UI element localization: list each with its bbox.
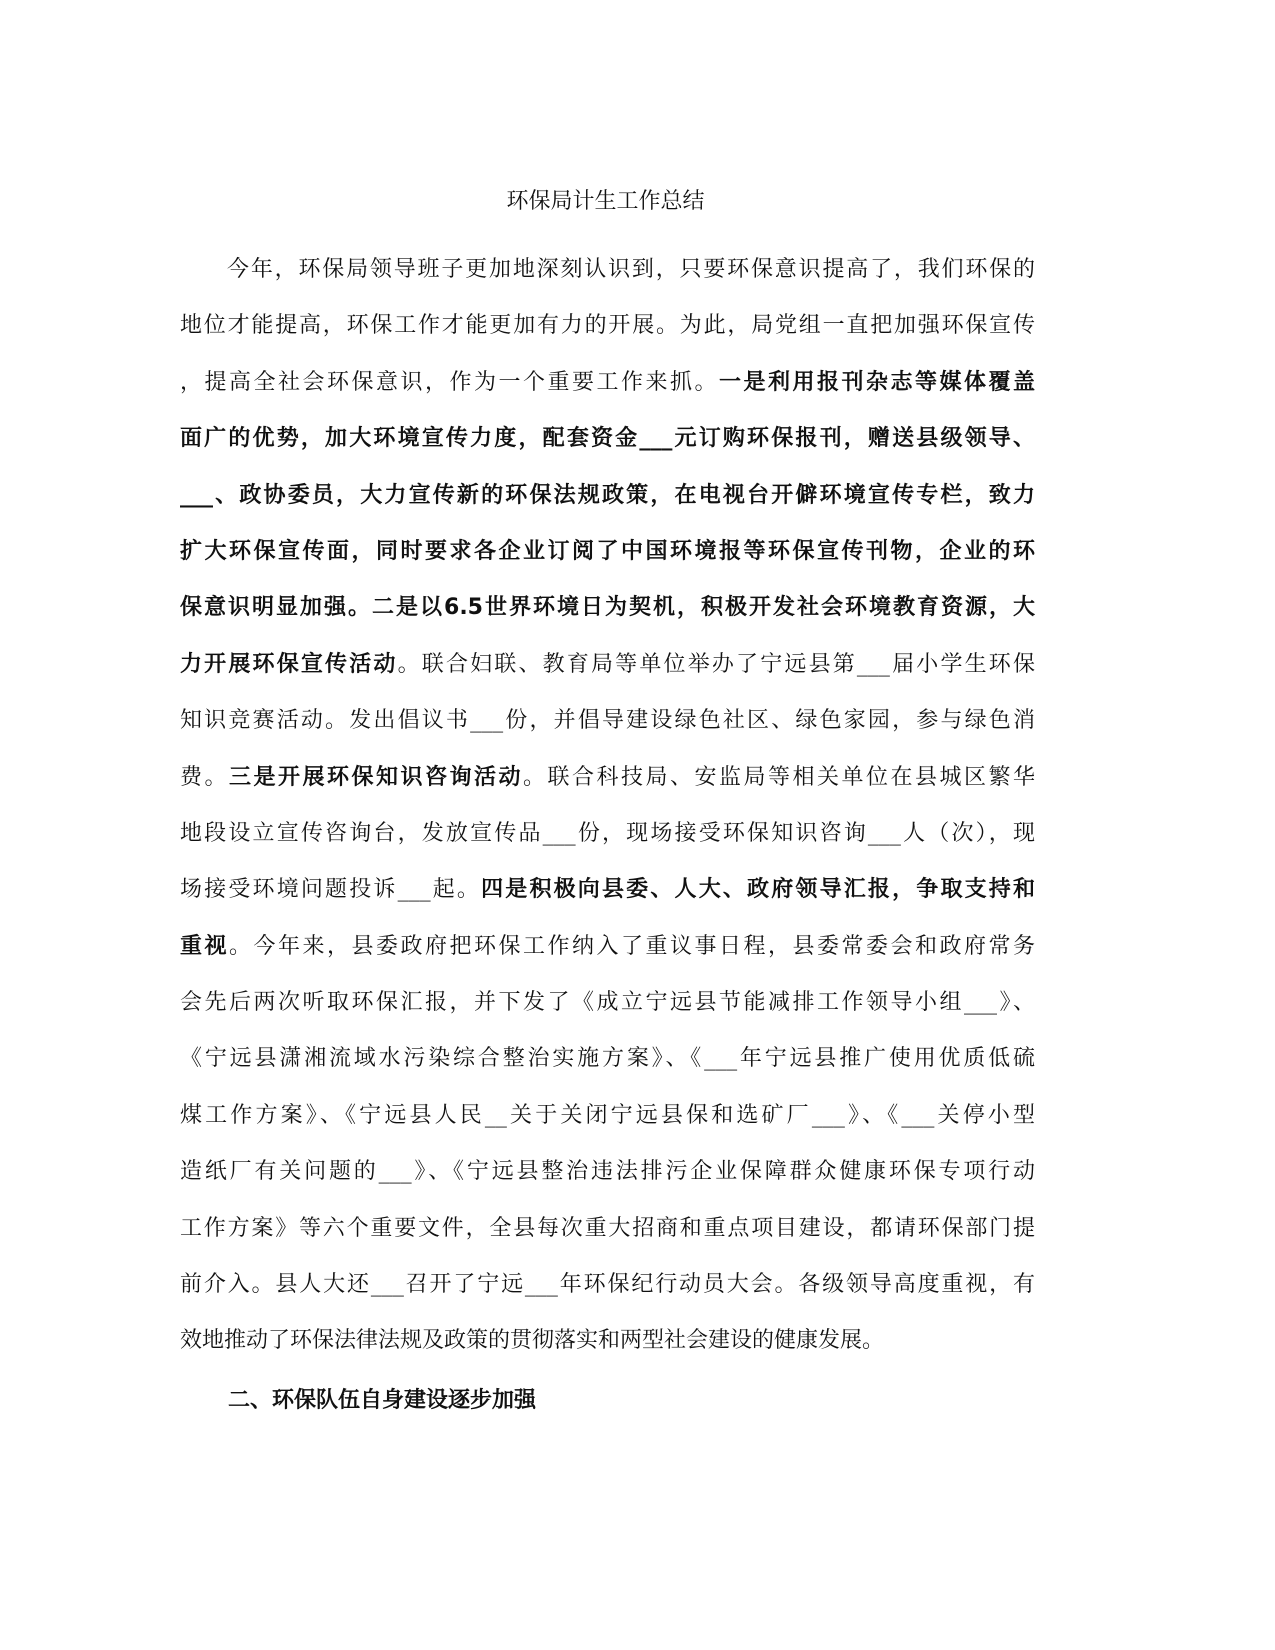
paragraph-line	[180, 1101, 1035, 1157]
paragraph-line	[180, 650, 1035, 706]
paragraph-line	[180, 537, 1035, 593]
paragraph-line	[180, 819, 1035, 875]
text: 。联合妇联、教育局等单位举办了宁远县第___届小学生环保	[397, 651, 1035, 677]
text: ，提高全社会环保意识，作为一个重要工作来抓。	[180, 369, 719, 395]
bold-text: 重视	[180, 933, 229, 959]
paragraph-line	[180, 255, 1035, 311]
text: 。联合科技局、安监局等相关单位在县城区繁华	[522, 764, 1035, 790]
text: 地位才能提高，环保工作才能更加有力的开展。为此，局党组一直把加强环保宣传	[180, 313, 1035, 339]
paragraph-line	[180, 593, 1035, 649]
bold-text: 一是利用报刊杂志等媒体覆盖	[718, 369, 1035, 395]
text: 工作方案》等六个重要文件，全县每次重大招商和重点项目建设，都请环保部门提	[180, 1215, 1035, 1241]
paragraph-line	[180, 1270, 1035, 1326]
paragraph-line	[180, 1044, 1035, 1100]
paragraph-line	[180, 1157, 1035, 1213]
paragraph-line	[180, 1214, 1035, 1270]
text: 场接受环境问题投诉___起。	[180, 877, 482, 903]
bold-text: ___、政协委员，大力宣传新的环保法规政策，在电视台开僻环境宣传专栏，致力	[180, 482, 1035, 508]
bold-text: 力开展环保宣传活动	[180, 651, 398, 677]
paragraph-line	[180, 424, 1035, 480]
text: 费。	[180, 764, 229, 790]
text: 今年，环保局领导班子更加地深刻认识到，只要环保意识提高了，我们环保的	[227, 257, 1035, 282]
text: 地段设立宣传咨询台，发放宣传品___份，现场接受环保知识咨询___人（次），现	[180, 820, 1035, 846]
bold-text: 保意识明显加强。二是以6.5世界环境日为契机，积极开发社会环境教育资源，大	[180, 595, 1035, 621]
paragraph-line	[180, 763, 1035, 819]
paragraph-line	[180, 932, 1035, 988]
paragraph-line	[180, 706, 1035, 762]
paragraph-line	[180, 988, 1035, 1044]
paragraph-line	[180, 1326, 1035, 1382]
text: 《宁远县潇湘流域水污染综合整治实施方案》、《___年宁远县推广使用优质低硫	[180, 1046, 1035, 1072]
paragraph-line	[180, 311, 1035, 367]
text: 会先后两次听取环保汇报，并下发了《成立宁远县节能减排工作领导小组___》、	[180, 990, 1035, 1016]
bold-text: 三是开展环保知识咨询活动	[229, 764, 523, 790]
section-heading: 二、环保队伍自身建设逐步加强	[228, 1388, 537, 1413]
text: 前介入。县人大还___召开了宁远___年环保纪行动员大会。各级领导高度重视，有	[180, 1272, 1035, 1298]
bold-text: 面广的优势，加大环境宣传力度，配套资金___元订购环保报刊，赠送县级领导、	[180, 426, 1035, 452]
paragraph-line	[180, 481, 1035, 537]
text: 。今年来，县委政府把环保工作纳入了重议事日程，县委常委会和政府常务	[229, 933, 1035, 959]
text: 造纸厂有关问题的___》、《宁远县整治违法排污企业保障群众健康环保专项行动	[180, 1159, 1035, 1185]
text: 煤工作方案》、《宁远县人民__关于关闭宁远县保和选矿厂___》、《___关停小型	[180, 1102, 1035, 1128]
bold-text: 四是积极向县委、人大、政府领导汇报，争取支持和	[481, 877, 1035, 903]
bold-text: 扩大环保宣传面，同时要求各企业订阅了中国环境报等环保宣传刊物，企业的环	[180, 538, 1035, 564]
paragraph-line	[180, 368, 1035, 424]
document-title: 环保局计生工作总结	[506, 189, 705, 214]
text: 效地推动了环保法律法规及政策的贯彻落实和两型社会建设的健康发展。	[180, 1328, 885, 1354]
text: 知识竞赛活动。发出倡议书___份，并倡导建设绿色社区、绿色家园，参与绿色消	[180, 708, 1035, 734]
document-body	[180, 255, 1035, 1383]
paragraph-line	[180, 875, 1035, 931]
